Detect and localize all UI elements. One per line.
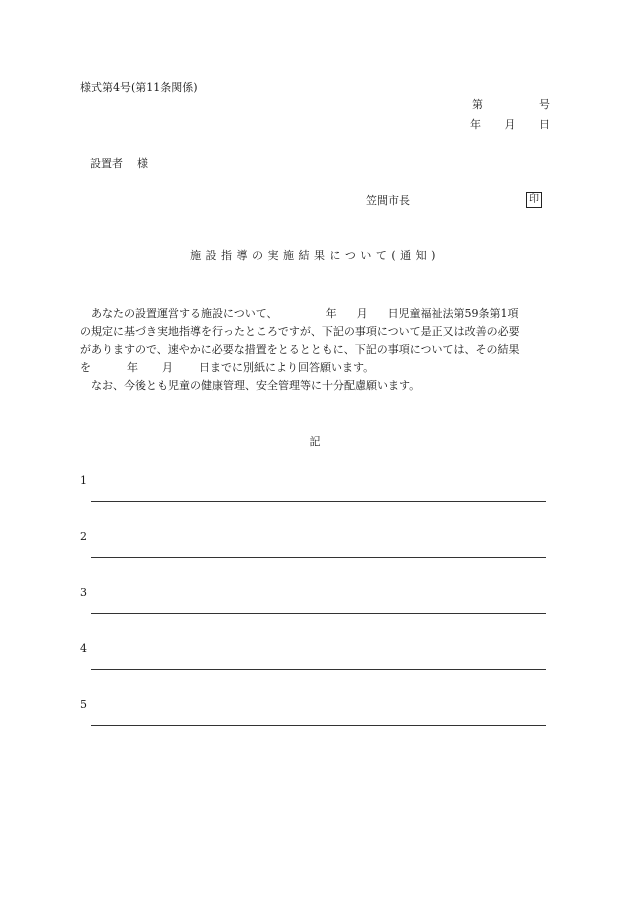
body-line-3: がありますので、速やかに必要な措置をとるとともに、下記の事項については、その結果 <box>80 343 520 356</box>
number-prefix: 第 <box>472 98 483 111</box>
item-number: 4 <box>80 642 87 655</box>
item-3 <box>80 586 546 616</box>
seal-mark: 印 <box>526 192 542 208</box>
document-number <box>472 99 550 110</box>
date-year: 年 <box>470 118 481 131</box>
body-line-4: を 年 月 日までに別紙により回答願います。 <box>80 361 375 374</box>
item-4 <box>80 642 546 672</box>
item-number: 5 <box>80 698 87 711</box>
addressee-label: 設置者 <box>90 157 123 170</box>
item-5 <box>80 698 546 728</box>
number-suffix: 号 <box>539 98 550 111</box>
body-line-5: なお、今後とも児童の健康管理、安全管理等に十分配慮願います。 <box>91 379 421 392</box>
item-number: 1 <box>80 474 87 487</box>
item-line <box>91 725 546 726</box>
addressee <box>90 158 148 169</box>
body-line-2: の規定に基づき実地指導を行ったところですが、下記の事項について是正又は改善の必要 <box>80 325 520 338</box>
issue-date <box>470 119 550 130</box>
date-month: 月 <box>504 118 516 131</box>
body-text <box>80 305 552 395</box>
item-number: 2 <box>80 530 87 543</box>
item-1 <box>80 474 546 504</box>
ki-heading: 記 <box>309 435 321 448</box>
body-line-1: あなたの設置運営する施設について、 年 月 日児童福祉法第59条第1項 <box>91 307 519 320</box>
item-line <box>91 501 546 502</box>
form-number: 様式第4号(第11条関係) <box>80 81 198 94</box>
date-day: 日 <box>539 118 550 131</box>
addressee-honorific: 様 <box>137 157 148 170</box>
item-2 <box>80 530 546 560</box>
sender-name: 笠間市長 <box>366 194 410 207</box>
item-line <box>91 669 546 670</box>
item-number: 3 <box>80 586 87 599</box>
document-title: 施設指導の実施結果について(通知) <box>190 249 440 262</box>
item-line <box>91 557 546 558</box>
item-line <box>91 613 546 614</box>
